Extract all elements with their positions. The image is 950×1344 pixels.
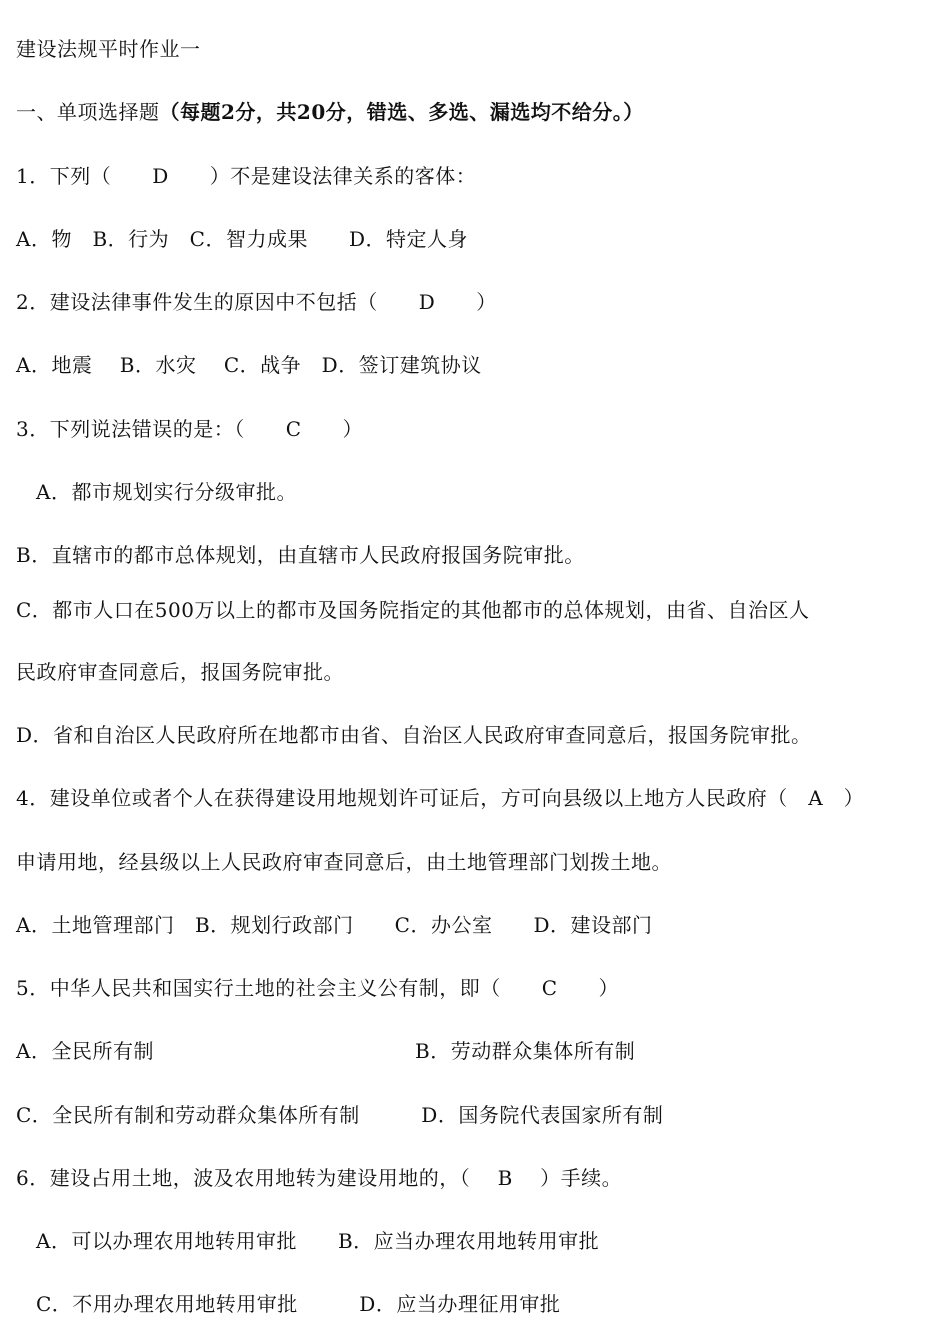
section-prefix: 一、单项选择题 xyxy=(16,100,160,124)
section-note: （每题2分，共20分，错选、多选、漏选均不给分。） xyxy=(159,100,644,124)
question-6-options-cd: C．不用办理农用地转用审批 D．应当办理征用审批 xyxy=(36,1292,561,1316)
question-5-option-b: B．劳动群众集体所有制 xyxy=(415,1039,636,1063)
question-3-option-b: B．直辖市的都市总体规划，由直辖市人民政府报国务院审批。 xyxy=(16,543,585,567)
question-3-option-d: D．省和自治区人民政府所在地都市由省、自治区人民政府审查同意后，报国务院审批。 xyxy=(16,723,812,747)
question-5-options-cd: C．全民所有制和劳动群众集体所有制 D．国务院代表国家所有制 xyxy=(16,1103,664,1127)
question-3-option-a: A．都市规划实行分级审批。 xyxy=(36,480,297,504)
document-title: 建设法规平时作业一 xyxy=(16,37,201,61)
question-4-stem-line2: 申请用地，经县级以上人民政府审查同意后，由土地管理部门划拨土地。 xyxy=(16,850,672,874)
question-3-option-c-line2: 民政府审查同意后，报国务院审批。 xyxy=(16,660,344,684)
question-1-stem: 1．下列（ D ）不是建设法律关系的客体： xyxy=(16,164,477,188)
section-heading xyxy=(16,99,644,125)
question-2-stem: 2．建设法律事件发生的原因中不包括（ D ） xyxy=(16,290,497,314)
question-6-stem: 6．建设占用土地，波及农用地转为建设用地的，（ B ）手续。 xyxy=(16,1166,623,1190)
question-1-options: A．物 B．行为 C．智力成果 D．特定人身 xyxy=(16,227,468,251)
question-4-options: A．土地管理部门 B．规划行政部门 C．办公室 D．建设部门 xyxy=(16,913,653,937)
question-5-stem: 5．中华人民共和国实行土地的社会主义公有制，即（ C ） xyxy=(16,976,620,1000)
question-3-option-c-line1: C．都市人口在500万以上的都市及国务院指定的其他都市的总体规划，由省、自治区人 xyxy=(16,598,810,622)
question-5-option-a: A．全民所有制 xyxy=(16,1039,154,1063)
question-4-stem-line1: 4．建设单位或者个人在获得建设用地规划许可证后，方可向县级以上地方人民政府（ A ） xyxy=(16,786,865,810)
question-2-options: A．地震 B．水灾 C．战争 D．签订建筑协议 xyxy=(16,353,482,377)
question-6-options-ab: A．可以办理农用地转用审批 B．应当办理农用地转用审批 xyxy=(36,1229,600,1253)
question-3-stem: 3．下列说法错误的是：（ C ） xyxy=(16,417,364,441)
